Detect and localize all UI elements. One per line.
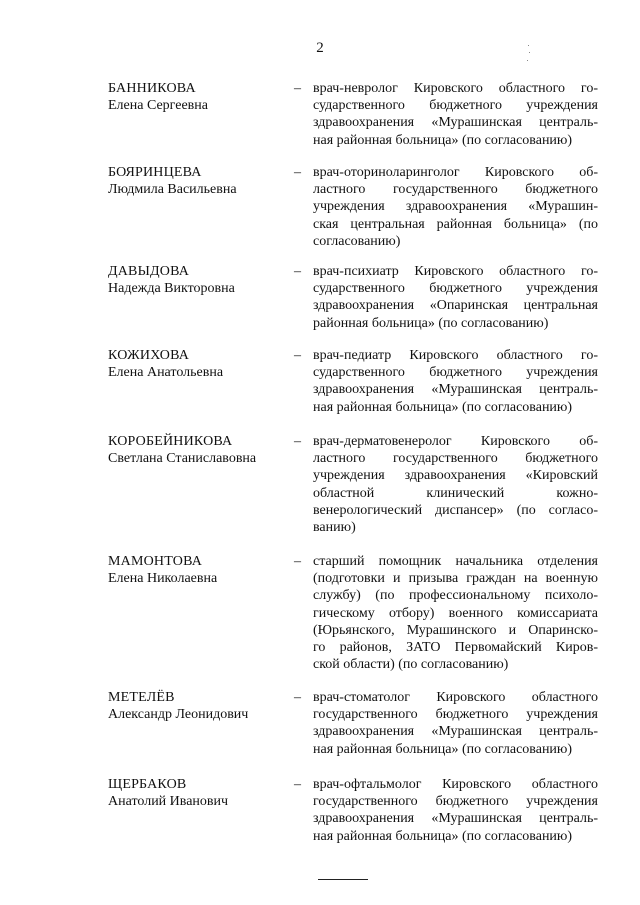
role-line: государственного бюджетного учреждения — [313, 707, 598, 723]
scan-speck — [527, 60, 528, 61]
given-name: Анатолий Иванович — [108, 794, 229, 809]
given-name: Александр Леонидович — [108, 707, 249, 722]
scan-speck — [528, 45, 529, 46]
role-description — [313, 689, 598, 758]
given-name: Елена Анатольевна — [108, 365, 224, 380]
role-line: врач-стоматолог Кировского областного — [313, 690, 598, 705]
dash-separator: – — [294, 777, 301, 792]
person-name — [108, 433, 286, 467]
role-line: здравоохранения «Опаринская центральная — [313, 298, 598, 314]
role-line: врач-педиатр Кировского областного го- — [313, 348, 598, 363]
role-line: согласованию) — [313, 233, 401, 249]
role-description — [313, 164, 598, 250]
role-line: ная районная больница» (по согласованию) — [313, 741, 573, 757]
role-line: ванию) — [313, 519, 356, 535]
person-name — [108, 689, 286, 723]
role-line: учреждения здравоохранения «Мурашин- — [313, 199, 598, 215]
role-description — [313, 80, 598, 149]
dash-separator: – — [294, 554, 301, 569]
dash-separator: – — [294, 264, 301, 279]
role-line: врач-психиатр Кировского областного го- — [313, 264, 598, 279]
given-name: Светлана Станиславовна — [108, 451, 257, 466]
given-name: Елена Николаевна — [108, 571, 218, 586]
role-line: (подготовки и призыва граждан на военную — [313, 571, 598, 587]
role-line: здравоохранения «Мурашинская централь- — [313, 115, 598, 131]
role-line: го районов, ЗАТО Первомайский Киров- — [313, 639, 598, 655]
role-line: венерологический диспансер» (по согласо- — [313, 502, 598, 518]
role-line: ная районная больница» (по согласованию) — [313, 399, 573, 415]
dash-separator: – — [294, 348, 301, 363]
person-name — [108, 347, 286, 381]
role-line: здравоохранения «Мурашинская централь- — [313, 811, 598, 827]
role-description — [313, 776, 598, 845]
surname: БАННИКОВА — [108, 81, 196, 96]
page-number: 2 — [316, 40, 324, 56]
surname: ДАВЫДОВА — [108, 264, 190, 279]
role-line: врач-оториноларинголог Кировского об- — [313, 165, 598, 180]
role-line: учреждения здравоохранения «Кировский — [313, 468, 598, 484]
given-name: Надежда Викторовна — [108, 281, 235, 296]
dash-separator: – — [294, 434, 301, 449]
role-line: ная районная больница» (по согласованию) — [313, 132, 573, 148]
role-line: (Юрьянского, Мурашинского и Опаринско- — [313, 622, 598, 638]
role-line: ластного государственного бюджетного — [313, 182, 598, 198]
role-line: ской области) (по согласованию) — [313, 657, 509, 673]
role-description — [313, 553, 598, 673]
dash-separator: – — [294, 165, 301, 180]
person-name — [108, 553, 286, 587]
role-line: здравоохранения «Мурашинская централь- — [313, 382, 598, 398]
surname: МАМОНТОВА — [108, 554, 203, 569]
role-line: врач-дерматовенеролог Кировского об- — [313, 434, 598, 449]
role-line: государственного бюджетного учреждения — [313, 794, 598, 810]
role-description — [313, 263, 598, 332]
role-line: сударственного бюджетного учреждения — [313, 98, 598, 114]
role-line: районная больница» (по согласованию) — [313, 315, 549, 331]
surname: КОРОБЕЙНИКОВА — [108, 434, 233, 449]
role-line: гическому отбору) военного комиссариата — [313, 605, 598, 621]
role-line: сударственного бюджетного учреждения — [313, 365, 598, 381]
dash-separator: – — [294, 690, 301, 705]
role-line: службу) (по профессиональному психоло- — [313, 588, 598, 604]
role-line: ская центральная районная больница» (по — [313, 216, 598, 232]
surname: КОЖИХОВА — [108, 348, 190, 363]
person-name — [108, 80, 286, 114]
dash-separator: – — [294, 81, 301, 96]
given-name: Елена Сергеевна — [108, 98, 208, 113]
role-line: областной клинический кожно- — [313, 485, 598, 501]
given-name: Людмила Васильевна — [108, 182, 237, 197]
role-line: врач-невролог Кировского областного го- — [313, 81, 598, 96]
person-name — [108, 263, 286, 297]
surname: ЩЕРБАКОВ — [108, 777, 187, 792]
role-line: сударственного бюджетного учреждения — [313, 281, 598, 297]
role-description — [313, 347, 598, 416]
person-name — [108, 776, 286, 810]
role-description — [313, 433, 598, 536]
role-line: врач-офтальмолог Кировского областного — [313, 777, 598, 792]
role-line: здравоохранения «Мурашинская централь- — [313, 724, 598, 740]
end-of-list-rule — [318, 879, 368, 880]
role-line: старший помощник начальника отделения — [313, 554, 598, 569]
scan-speck — [529, 52, 530, 53]
surname: БОЯРИНЦЕВА — [108, 165, 202, 180]
role-line: ная районная больница» (по согласованию) — [313, 828, 573, 844]
surname: МЕТЕЛЁВ — [108, 690, 175, 705]
person-name — [108, 164, 286, 198]
role-line: ластного государственного бюджетного — [313, 451, 598, 467]
